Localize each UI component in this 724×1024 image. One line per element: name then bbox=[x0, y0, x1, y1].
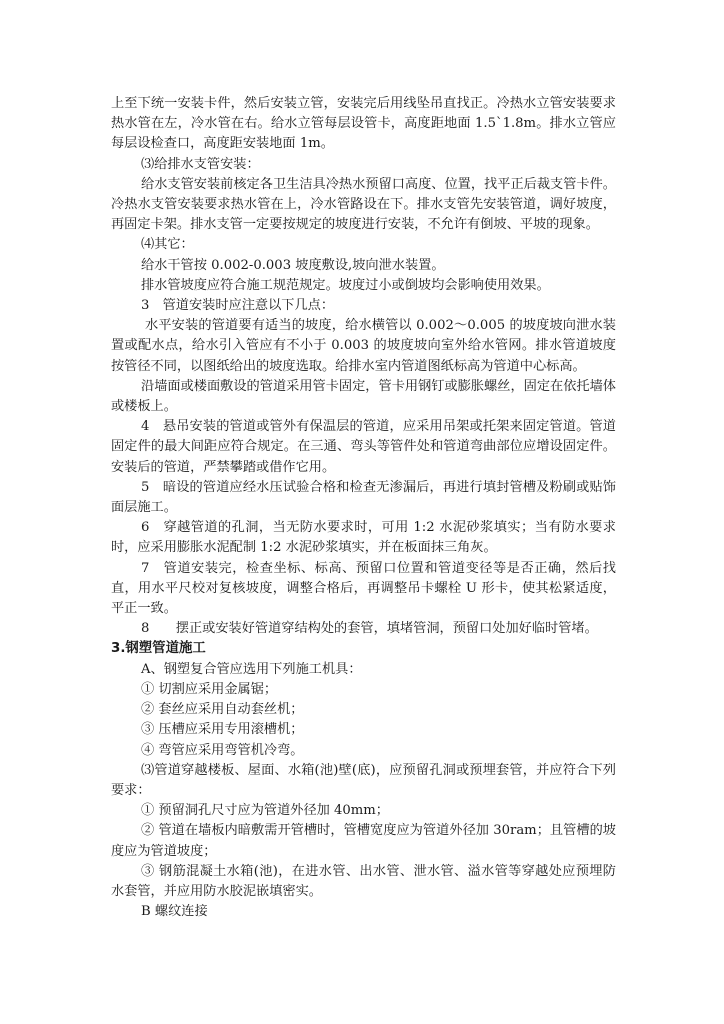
subheading-other: ⑷其它： bbox=[141, 237, 194, 253]
item-5-concealed: 5 暗设的管道应经水压试验合格和检查无渗漏后，再进行填封管槽及粉刷或贴饰面层施工。 bbox=[111, 479, 616, 516]
list-item-hole-size: ① 预留洞孔尺寸应为管道外径加 40mm； bbox=[141, 803, 389, 819]
list-item-tank-sleeve: ③ 钢筋混凝土水箱(池)，在进水管、出水管、泄水管、溢水管等穿越处应预埋防水套管，并应用防水胶泥嵌填密实。 bbox=[111, 863, 616, 899]
list-item-bending: ④ 弯管应采用弯管机冷弯。 bbox=[141, 742, 304, 758]
item-8-sleeves: 8 摆正或安装好管道穿结构处的套管，填堵管洞，预留口处加好临时管堵。 bbox=[141, 621, 598, 637]
paragraph-penetration: ⑶管道穿越楼板、屋面、水箱(池)壁(底)，应预留孔洞或预埋套管，并应符合下列要求： bbox=[111, 762, 616, 798]
paragraph-branch-pipe: 给水支管安装前核定各卫生洁具冷热水预留口高度、位置，找平正后裁支管卡件。冷热水支管安装要求热水管在上，冷水管路设在下。排水支管先安装管道，调好坡度，再固定卡架。排水支管一定要按规定的坡度进行安装，不允许有倒坡、平坡的现象。 bbox=[111, 176, 616, 233]
item-7-inspection: 7 管道安装完，检查坐标、标高、预留口位置和管道变径等是否正确，然后找直，用水平尺校对复核坡度，调整合格后，再调整吊卡螺栓 U 形卡，使其松紧适度，平正一致。 bbox=[111, 560, 616, 617]
item-3-notes: 3 管道安装时应注意以下几点： bbox=[141, 298, 335, 314]
section-heading-steel-plastic: 3.钢塑管道施工 bbox=[111, 641, 206, 657]
list-item-cutting: ① 切割应采用金属锯； bbox=[141, 681, 278, 697]
paragraph-pipe-clamp: 沿墙面或楼面敷设的管道采用管卡固定，管卡用钢钉或膨胀螺丝，固定在依托墙体或楼板上。 bbox=[111, 378, 616, 415]
subheading-threaded-connection: B 螺纹连接 bbox=[141, 904, 208, 920]
list-item-threading: ② 套丝应采用自动套丝机； bbox=[141, 702, 304, 718]
document-body bbox=[111, 94, 616, 922]
item-4-hanging: 4 悬吊安装的管道或管外有保温层的管道，应采用吊架或托架来固定管道。管道固定件的最大间距应符合规定。在三通、弯头等管件处和管道弯曲部位应增设固定件。安装后的管道，严禁攀踏或借作它用。 bbox=[111, 419, 616, 475]
list-item-grooving: ③ 压槽应采用专用滚槽机； bbox=[141, 722, 304, 738]
subheading-branch-pipe: ⑶给排水支管安装： bbox=[141, 156, 260, 172]
list-item-wall-groove: ② 管道在墙板内暗敷需开管槽时，管槽宽度应为管道外径加 30ram；且管槽的坡度应为管道坡度； bbox=[111, 823, 616, 859]
paragraph-riser-install: 上至下统一安装卡件，然后安装立管，安装完后用线坠吊直找正。冷热水立管安装要求热水管在左，冷水管在右。给水立管每层设管卡，高度距地面 1.5`1.8m。排水立管应每层设检查口，高度距安装地面 1m。 bbox=[111, 96, 616, 152]
paragraph-horizontal-slope: 水平安装的管道要有适当的坡度，给水横管以 0.002～0.005 的坡度坡向泄水装置或配水点，给水引入管应有不小于 0.003 的坡度坡向室外给水管网。排水管道坡度按管径不同，以图纸给出的坡度选取。给排水室内管道图纸标高为管道中心标高。 bbox=[111, 318, 616, 374]
item-6-openings: 6 穿越管道的孔洞，当无防水要求时，可用 1:2 水泥砂浆填实；当有防水要求时，应采用膨胀水泥配制 1:2 水泥砂浆填实，并在板面抹三角灰。 bbox=[111, 520, 616, 556]
paragraph-tools-intro: A、钢塑复合管应选用下列施工机具： bbox=[141, 661, 362, 677]
paragraph-drain-slope: 排水管坡度应符合施工规范规定。坡度过小或倒坡均会影响使用效果。 bbox=[141, 277, 550, 293]
paragraph-main-pipe-slope: 给水干管按 0.002-0.003 坡度敷设,坡向泄水装置。 bbox=[141, 257, 445, 273]
